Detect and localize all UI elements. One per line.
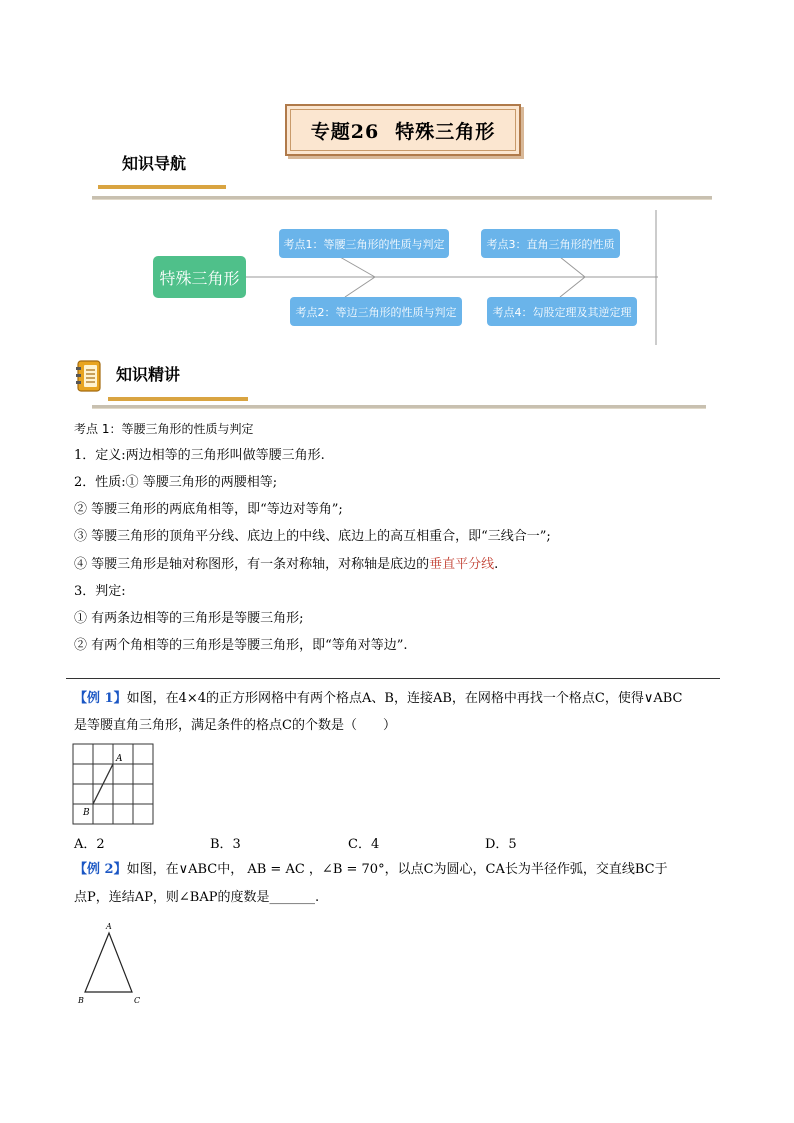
kaodian-line: ④ 等腰三角形是轴对称图形，有一条对称轴，对称轴是底边的垂直平分线.: [74, 557, 499, 572]
kaodian-line: 3．判定:: [74, 584, 126, 599]
mindmap-node-4: 考点4：勾股定理及其逆定理: [487, 297, 637, 326]
section-underline-long: [92, 405, 706, 409]
mindmap-root: 特殊三角形: [153, 256, 246, 298]
kaodian-line: ② 有两个角相等的三角形是等腰三角形，即“等角对等边”.: [74, 638, 408, 653]
divider: [66, 678, 720, 679]
option-c[interactable]: C．4: [348, 837, 380, 852]
kaodian-line: ③ 等腰三角形的顶角平分线、底边上的中线、底边上的高互相重合，即“三线合一”;: [74, 529, 551, 544]
triangle-label-b: B: [78, 996, 84, 1005]
highlight-term: 垂直平分线: [429, 557, 495, 572]
kaodian-line: ② 等腰三角形的两底角相等，即“等边对等角”;: [74, 502, 343, 517]
mindmap-node-1: 考点1：等腰三角形的性质与判定: [279, 229, 449, 258]
grid-label-a: A: [116, 754, 123, 764]
section-underline-short: [108, 397, 248, 401]
triangle-label-a: A: [106, 922, 112, 931]
grid-label-b: B: [83, 808, 90, 818]
triangle-label-c: C: [134, 996, 141, 1005]
grid-figure: [70, 741, 156, 827]
option-d[interactable]: D．5: [485, 837, 517, 852]
kaodian-heading: 考点 1：等腰三角形的性质与判定: [74, 422, 254, 436]
title-topic: 专题26: [310, 120, 380, 143]
example2-text: 【例 2】如图，在∨ABC中， AB = AC ，∠B = 70°，以点C为圆心，CA长为半径作弧，交直线BC于: [74, 862, 668, 877]
mindmap-node-3: 考点3：直角三角形的性质: [481, 229, 620, 258]
kaodian-line: 1．定义:两边相等的三角形叫做等腰三角形.: [74, 448, 325, 463]
notebook-icon: [76, 360, 102, 392]
title-name: 特殊三角形: [395, 120, 496, 143]
example2-text: 点P，连结AP，则∠BAP的度数是_______.: [74, 890, 320, 905]
option-a[interactable]: A．2: [74, 837, 105, 852]
section-title-lecture: 知识精讲: [116, 365, 181, 384]
example-tag: 【例 2】: [74, 862, 127, 877]
mindmap-node-2: 考点2：等边三角形的性质与判定: [290, 297, 462, 326]
kaodian-line: ① 有两条边相等的三角形是等腰三角形;: [74, 611, 304, 626]
section-title-nav: 知识导航: [122, 154, 187, 173]
triangle-figure: [74, 918, 146, 1008]
mindmap-lines: [0, 0, 794, 400]
option-b[interactable]: B．3: [210, 837, 241, 852]
example1-text: 是等腰直角三角形，满足条件的格点C的个数是（ ）: [74, 718, 396, 733]
kaodian-line: 2．性质:① 等腰三角形的两腰相等;: [74, 475, 278, 490]
example1-text: 【例 1】如图，在4×4的正方形网格中有两个格点A、B，连接AB，在网格中再找一个格点C，使得∨ABC: [74, 691, 683, 706]
example-tag: 【例 1】: [74, 691, 127, 706]
